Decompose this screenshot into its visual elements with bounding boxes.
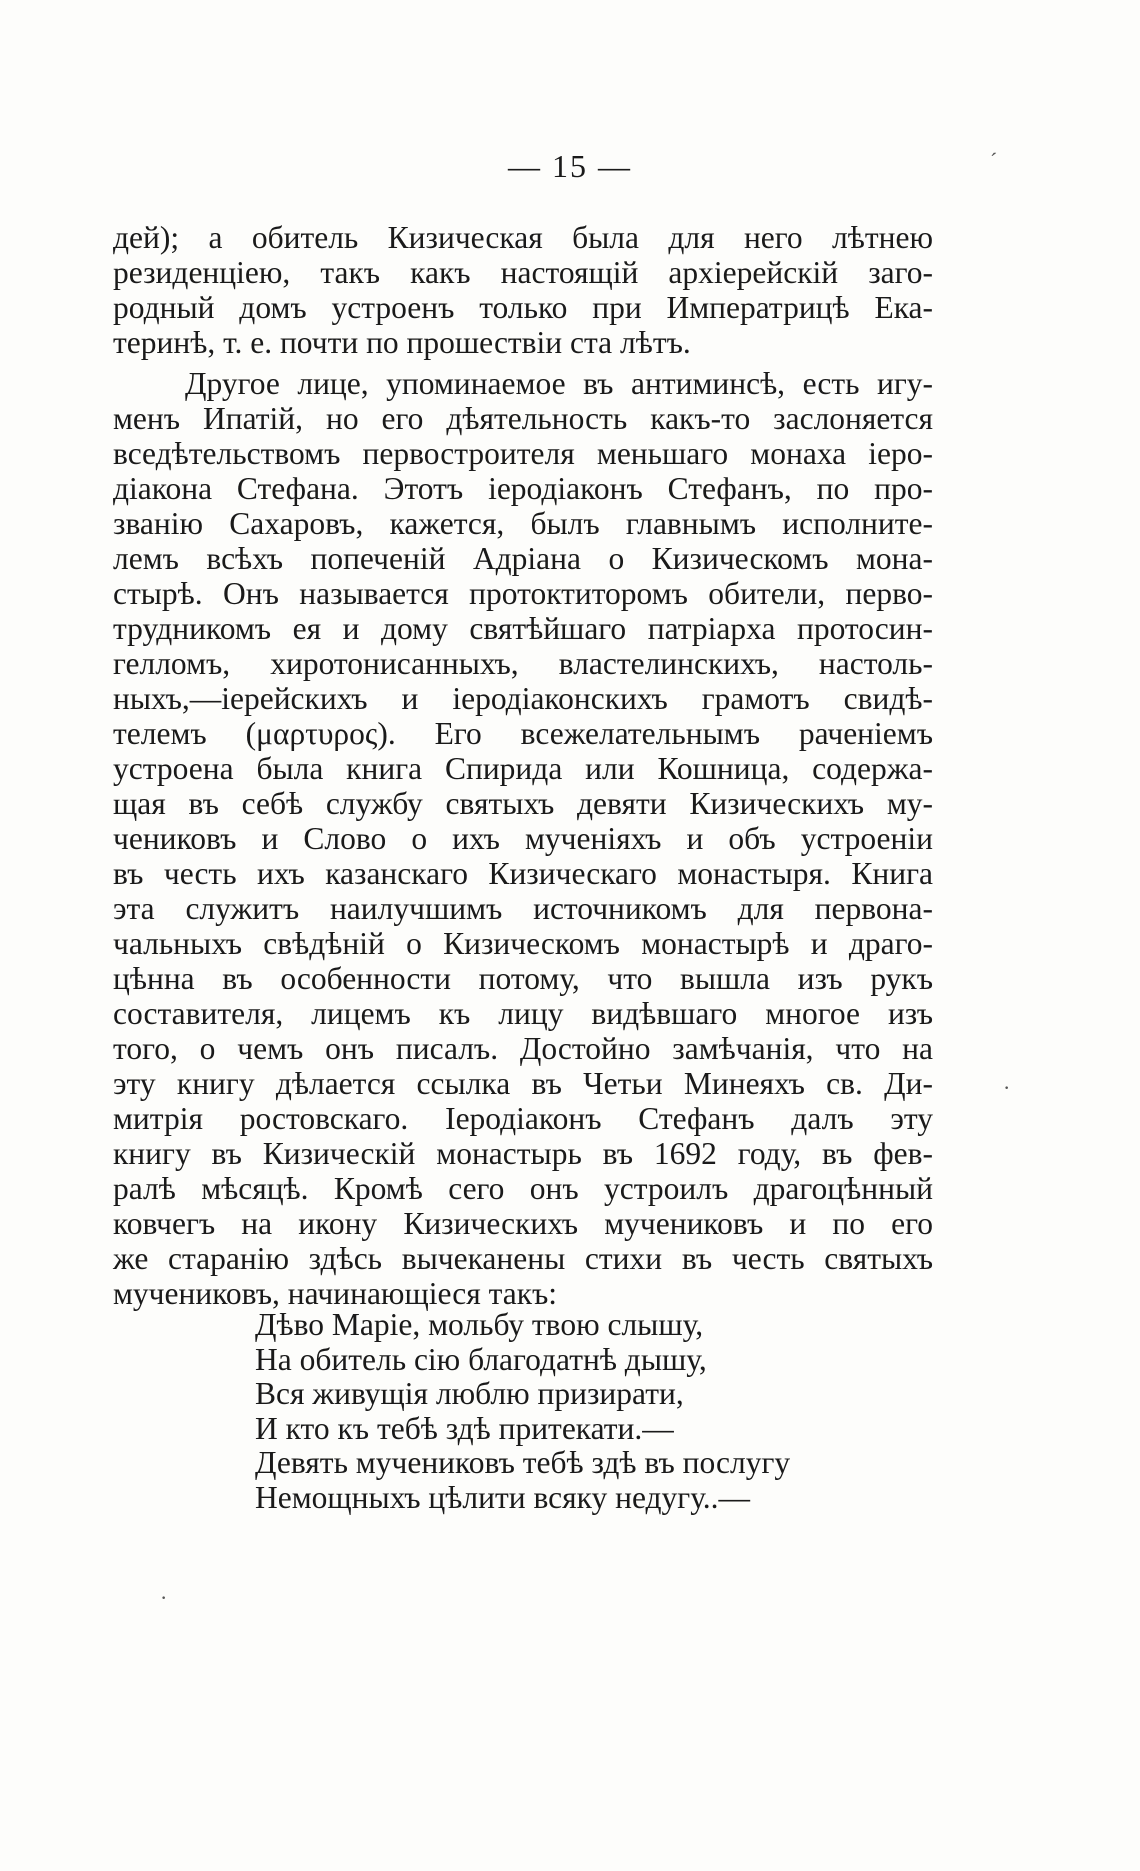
text-line: вседѣтельствомъ первостроителя меньшаго монаха іеро- <box>113 436 933 471</box>
text-line: ныхъ,—іерейскихъ и іеродіаконскихъ грамотъ свидѣ- <box>113 681 933 716</box>
verse-line: На обитель сію благодатнѣ дышу, <box>255 1341 707 1377</box>
text-line: книгу въ Кизическій монастырь въ 1692 году, въ фев- <box>113 1136 933 1171</box>
verse-line: Девять мучениковъ тебѣ здѣ въ послугу <box>255 1445 791 1480</box>
text-line: въ честь ихъ казанскаго Кизическаго монастыря. Книга <box>113 856 933 891</box>
text-line: чальныхъ свѣдѣній о Кизическомъ монастырѣ и драго- <box>113 926 933 961</box>
text-line: телемъ (μαρτυρος). Его всежелательнымъ раченіемъ <box>113 716 933 751</box>
paragraph-2 <box>113 366 933 1311</box>
paragraph-1 <box>113 220 933 360</box>
text-line: митрія ростовскаго. Іеродіаконъ Стефанъ далъ эту <box>113 1101 933 1136</box>
text-line: резиденціею, такъ какъ настоящій архіерейскій заго- <box>113 255 933 290</box>
text-line: же старанію здѣсь вычеканены стихи въ честь святыхъ <box>113 1241 933 1276</box>
text-line: цѣнна въ особенности потому, что вышла изъ рукъ <box>113 961 933 996</box>
text-line: гелломъ, хиротонисанныхъ, властелинскихъ, настоль- <box>113 646 933 681</box>
text-line: лемъ всѣхъ попеченій Адріана о Кизическомъ мона- <box>113 541 933 576</box>
text-line: Другое лице, упоминаемое въ антиминсѣ, есть игу- <box>185 366 933 401</box>
text-line: мучениковъ, начинающіеся такъ: <box>113 1276 558 1311</box>
text-line: устроена была книга Спирида или Кошница, содержа- <box>113 751 933 786</box>
text-line: дей); а обитель Кизическая была для него лѣтнею <box>113 220 933 255</box>
verse-line: Вся живущія люблю призирати, <box>255 1376 684 1411</box>
text-line: родный домъ устроенъ только при Императрицѣ Ека- <box>113 290 933 325</box>
text-line: щая въ себѣ службу святыхъ девяти Кизическихъ му- <box>113 786 933 821</box>
verse-line: Немощныхъ цѣлити всяку недугу..— <box>255 1479 751 1515</box>
verse-line: И кто къ тебѣ здѣ притекати.— <box>255 1410 674 1446</box>
text-line: менъ Ипатій, но его дѣятельность какъ-то заслоняется <box>113 401 933 436</box>
text-line: эту книгу дѣлается ссылка въ Четьи Минеяхъ св. Ди- <box>113 1066 933 1101</box>
text-line: ковчегъ на икону Кизическихъ мучениковъ и по его <box>113 1206 933 1241</box>
page-number: — 15 — <box>508 148 632 184</box>
text-line: теринѣ, т. е. почти по прошествіи ста лѣтъ. <box>113 325 691 360</box>
text-line: діакона Стефана. Этотъ іеродіаконъ Стефанъ, по про- <box>113 471 933 506</box>
text-line: составителя, лицемъ къ лицу видѣвшаго многое изъ <box>113 996 933 1031</box>
verse-line: Дѣво Маріе, мольбу твою слышу, <box>255 1307 704 1342</box>
text-line: званію Сахаровъ, кажется, былъ главнымъ исполните- <box>113 506 933 541</box>
scan-speck: ˊ <box>990 148 998 173</box>
scan-speck: · <box>1003 1075 1011 1100</box>
text-line: ралѣ мѣсяцѣ. Кромѣ сего онъ устроилъ драгоцѣнный <box>113 1171 933 1206</box>
text-line: эта служитъ наилучшимъ источникомъ для первона- <box>113 891 933 926</box>
text-line: стырѣ. Онъ называется протоктиторомъ обители, перво- <box>113 576 933 611</box>
poem-verse <box>255 1308 790 1515</box>
text-line: трудникомъ ея и дому святѣйшаго патріарха протосин- <box>113 611 933 646</box>
text-line: чениковъ и Слово о ихъ мученіяхъ и объ устроеніи <box>113 821 933 856</box>
scan-speck: · <box>160 1585 168 1610</box>
body-text <box>113 220 933 1311</box>
text-line: того, о чемъ онъ писалъ. Достойно замѣчанія, что на <box>113 1031 933 1066</box>
